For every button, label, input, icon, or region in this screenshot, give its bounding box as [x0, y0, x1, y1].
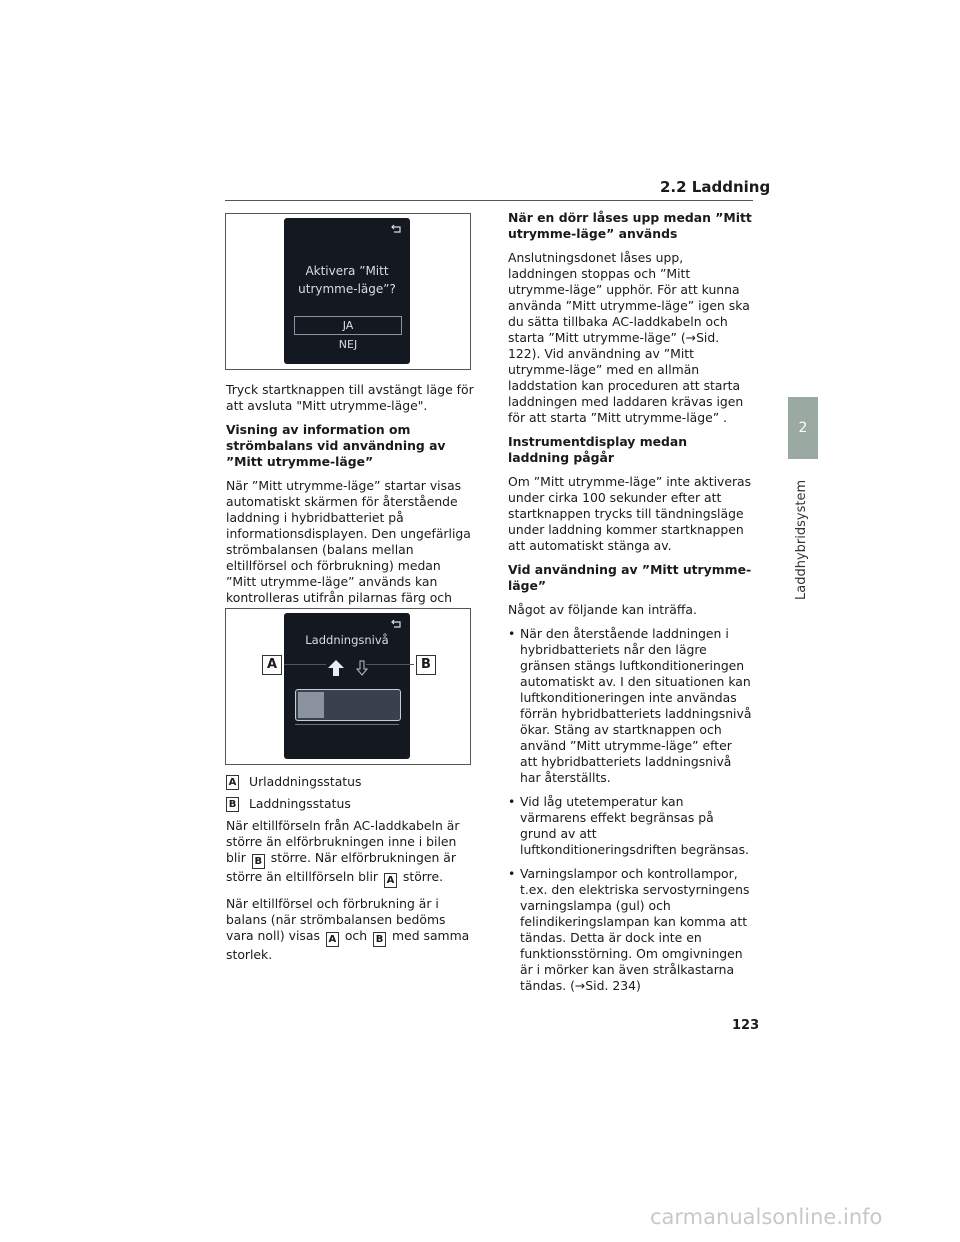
header-divider [225, 200, 753, 201]
legend-key-a: A [226, 775, 239, 790]
instrument-display-text: Om ”Mitt utrymme-läge” inte aktiveras under cirka 100 sekunder efter att startknappen trycks till tändningsläge under laddning kommer startknappen att automatiskt stänga av. [508, 474, 752, 553]
list-item: • När den återstående laddningen i hybridbatteriets når den lägre gränsen stängs luftkonditioneringen automatiskt av. I den situationen kan luftkonditioneringen inte användas förrän hybridbatteriets laddningsnivå ökar. Stäng av startknappen och använd ”Mitt utrymme-läge” efter att hybridbatteriets laddningsnivå har återställts. [508, 626, 752, 786]
back-icon [390, 224, 402, 234]
figure-activate-dialog [225, 213, 471, 370]
power-balance-text: När ”Mitt utrymme-läge” startar visas automatiskt skärmen för återstående laddning i hybridbatteriet på informationsdisplayen. Den ungefärliga strömbalansen (balans mellan eltillförsel och förbrukning) medan ”Mitt utrymme-läge” används kan kontrolleras utifrån pilarnas färg och [226, 478, 471, 605]
right-column [508, 210, 752, 1002]
power-balance-heading: Visning av information om strömbalans vid användning av ”Mitt utrymme-läge” [226, 422, 446, 469]
discharge-arrow-icon [327, 659, 345, 677]
dialog-question: Aktivera ”Mitt utrymme-läge”? [298, 264, 396, 296]
callout-line-a [284, 664, 326, 665]
inline-key-b: B [373, 932, 386, 947]
instrument-display-heading: Instrumentdisplay medan laddning pågår [508, 434, 688, 465]
supply-text-part3: större. [402, 869, 444, 884]
inline-key-a: A [384, 873, 397, 888]
balance-text-part1: När eltillförsel och förbrukning är i balans (när strömbalansen bedöms vara noll) visas [226, 896, 446, 943]
page-number: 123 [732, 1018, 760, 1033]
usage-intro: Något av följande kan inträffa. [508, 602, 697, 617]
yes-option[interactable]: JA [294, 316, 402, 335]
battery-fill [298, 692, 324, 718]
label-a: A [262, 655, 282, 675]
supply-text-part2: större. När elförbrukningen är större än eltillförseln blir [226, 850, 456, 884]
watermark: carmanualsonline.info [650, 1205, 883, 1229]
supply-text [226, 818, 474, 888]
door-unlock-text: Anslutningsdonet låses upp, laddningen stoppas och ”Mitt utrymme-läge” upphör. För att kunna använda ”Mitt utrymme-läge” igen ska du sätta tillbaka AC-laddkabeln och starta ”Mitt utrymme-läge” (→Sid. 122). Vid användning av ”Mitt utrymme-läge” med en allmän laddstation kan proceduren att starta laddningen med laddaren krävas igen för att starta ”Mitt utrymme-läge” . [508, 250, 750, 425]
legend-key-b: B [226, 797, 239, 812]
legend-b [226, 796, 474, 812]
gauge-scale [295, 724, 399, 729]
balance-text [226, 896, 474, 963]
chapter-label: Laddhybridsystem [794, 479, 809, 600]
battery-gauge [295, 689, 401, 721]
display-screen [284, 218, 410, 364]
legend-text-a: Urladdningsstatus [249, 774, 362, 789]
inline-key-a: A [326, 932, 339, 947]
figure-charge-level [225, 608, 471, 765]
legend-text-b: Laddningsstatus [249, 796, 351, 811]
no-option[interactable]: NEJ [338, 338, 358, 351]
inline-key-b: B [252, 854, 265, 869]
legend-a [226, 774, 474, 790]
chapter-number: 2 [798, 420, 808, 436]
exit-instruction: Tryck startknappen till avstängt läge för att avsluta "Mitt utrymme-läge". [226, 382, 474, 413]
usage-list [508, 626, 752, 994]
back-icon [390, 619, 402, 629]
list-item: • Varningslampor och kontrollampor, t.ex. den elektriska servostyrningens varningslampa (gul) och felindikeringslampan kan komma att tändas. Detta är dock inte en funktionsstörning. Om omgivningen är i mörker kan även strålkastarna tändas. (→Sid. 234) [508, 866, 752, 994]
list-item: • Vid låg utetemperatur kan värmarens effekt begränsas på grund av att luftkonditioneringsdriften begränsas. [508, 794, 752, 858]
display-screen [284, 613, 410, 759]
section-title: 2.2 Laddning [660, 178, 771, 196]
left-column [226, 382, 474, 630]
supply-text-part1: När eltillförseln från AC-laddkabeln är större än elförbrukningen inne i bilen blir [226, 818, 460, 865]
charge-arrow-icon [356, 660, 368, 676]
callout-line-b [366, 664, 414, 665]
usage-heading: Vid användning av ”Mitt utrymme-läge” [508, 562, 752, 593]
label-b: B [416, 655, 436, 675]
door-unlock-heading: När en dörr låses upp medan ”Mitt utrymme-läge” används [508, 210, 752, 241]
left-column-lower [226, 774, 474, 971]
screen-title: Laddningsnivå [305, 633, 389, 647]
balance-text-part3: med samma storlek. [226, 928, 470, 962]
balance-text-part2: och [344, 928, 368, 943]
